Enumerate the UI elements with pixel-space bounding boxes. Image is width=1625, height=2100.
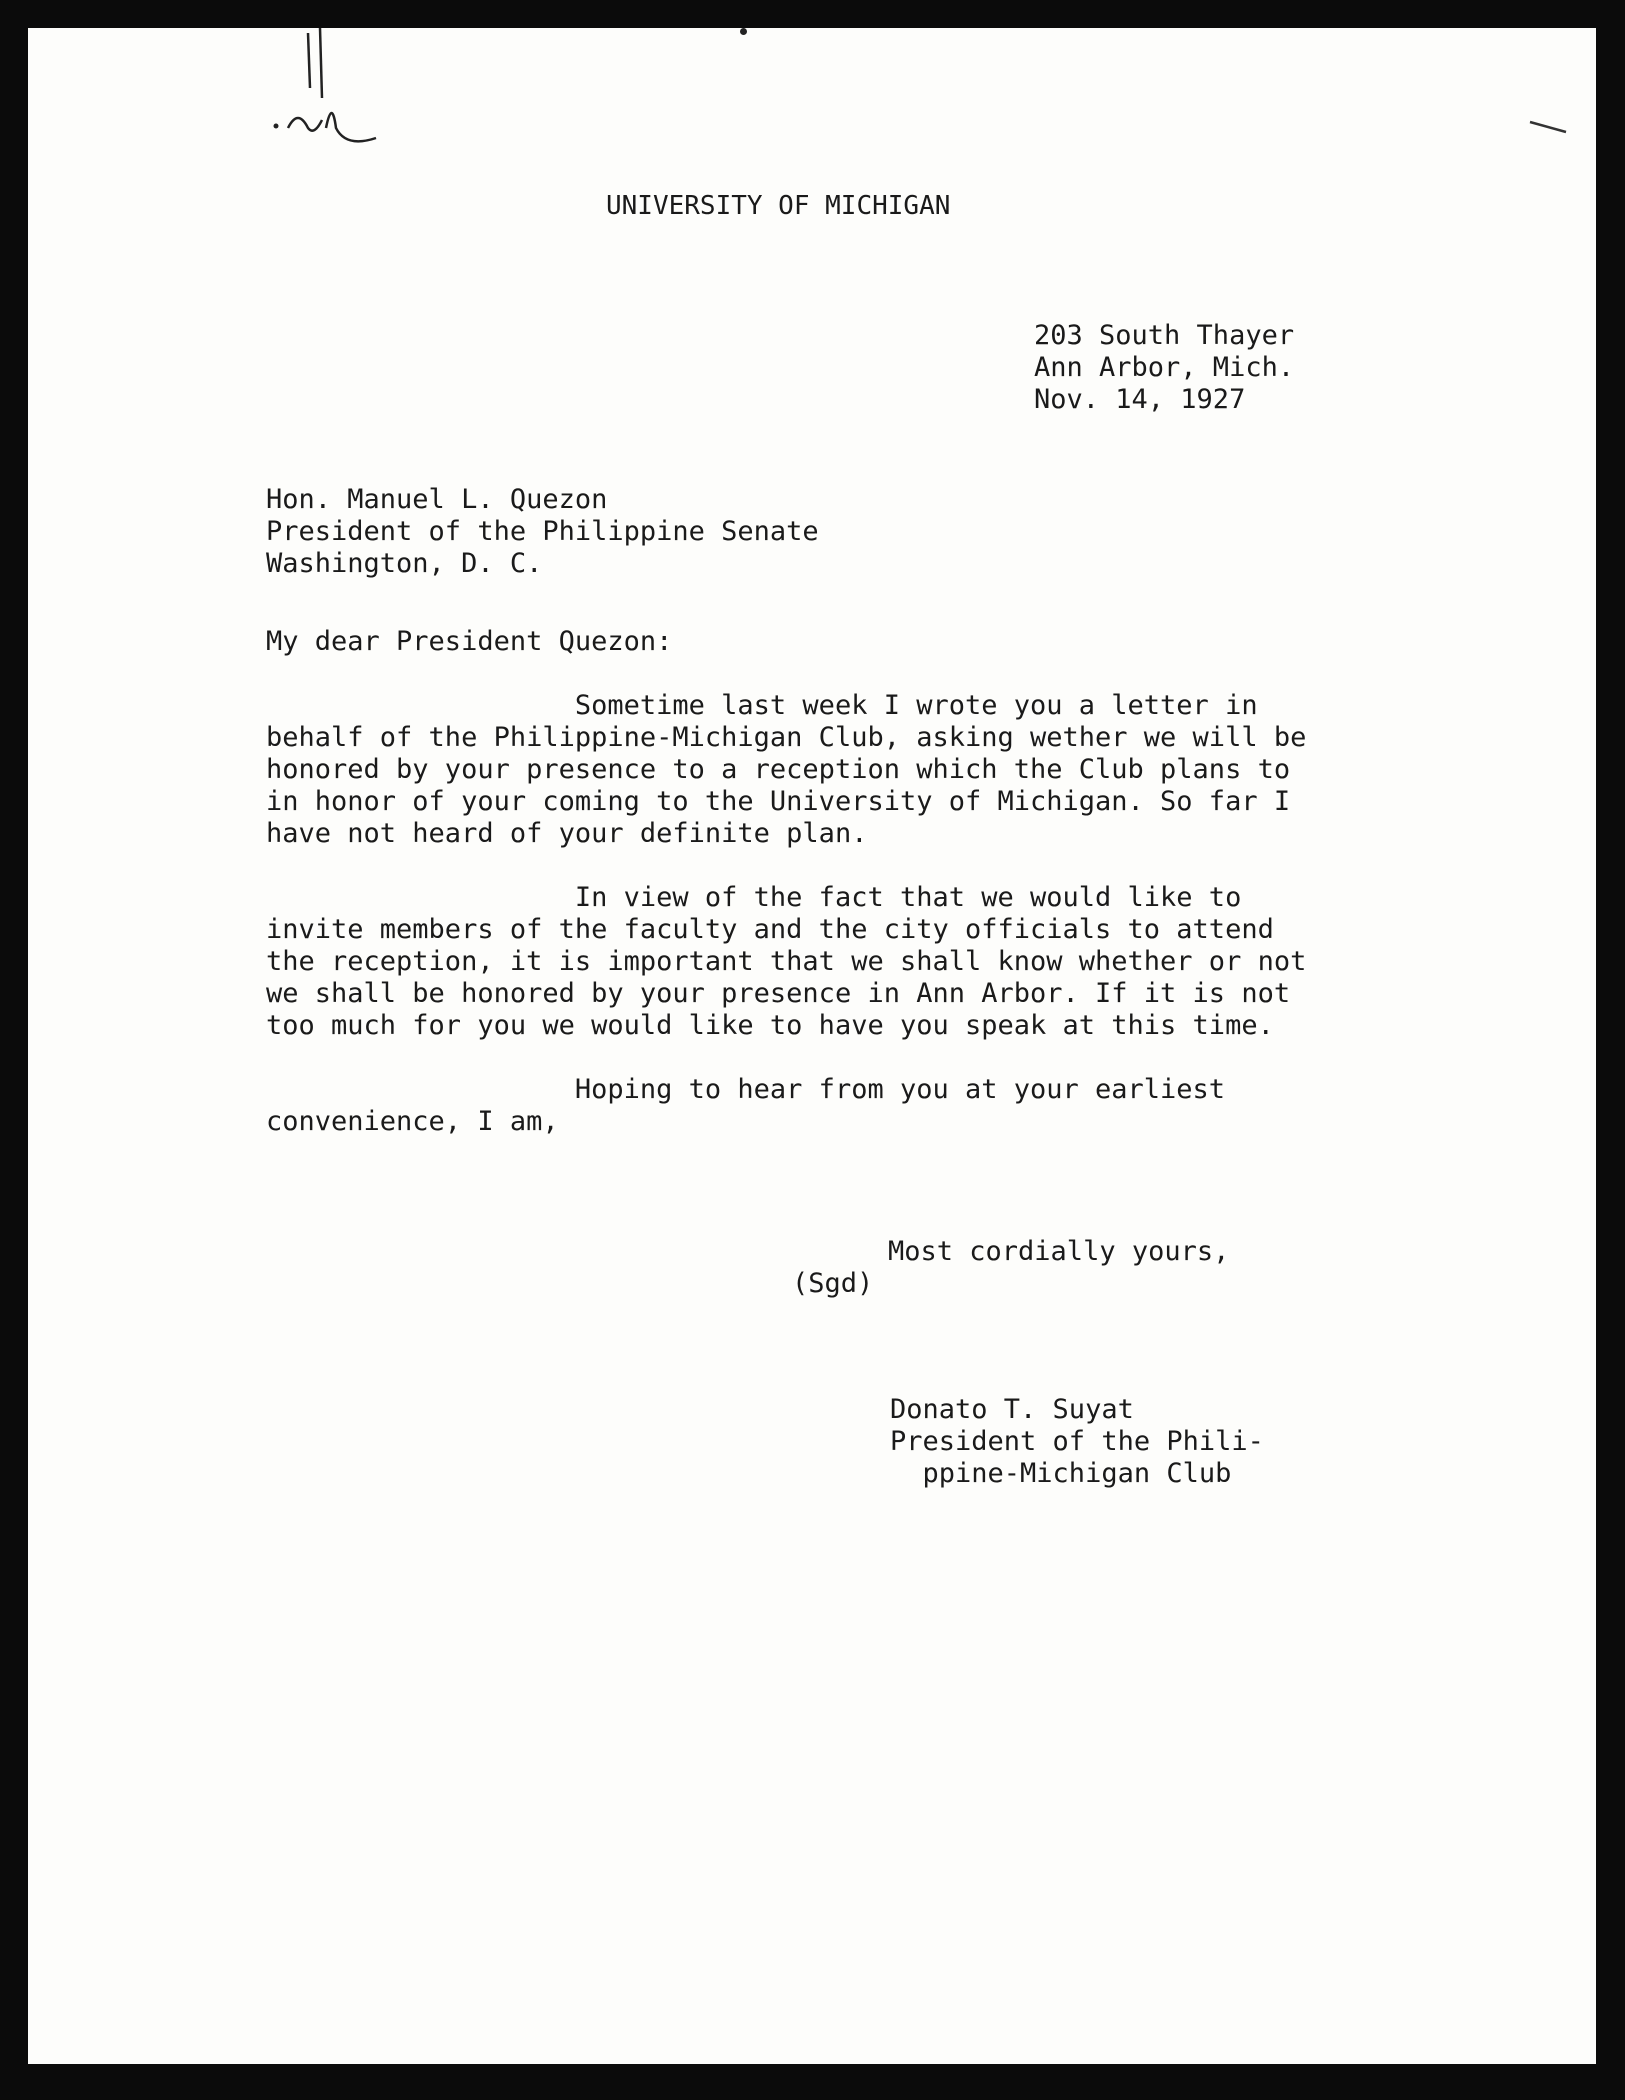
body-line: Sometime last week I wrote you a letter in	[266, 690, 1258, 721]
body-line: invite members of the faculty and the city officials to attend	[266, 914, 1274, 945]
signer-title: ppine-Michigan Club	[890, 1458, 1232, 1489]
body-line: the reception, it is important that we shall know whether or not	[266, 946, 1307, 977]
signed-mark: (Sgd)	[792, 1268, 874, 1299]
signer-name: Donato T. Suyat	[890, 1394, 1134, 1425]
body-line: Hoping to hear from you at your earliest	[266, 1074, 1226, 1105]
closing: Most cordially yours,	[888, 1236, 1230, 1267]
body-line: have not heard of your definite plan.	[266, 818, 868, 849]
body-paragraph-1	[266, 690, 1306, 850]
body-paragraph-3	[266, 1074, 1225, 1138]
body-paragraph-2	[266, 882, 1306, 1042]
body-line: too much for you we would like to have you speak at this time.	[266, 1010, 1274, 1041]
date-line: Nov. 14, 1927	[1034, 384, 1246, 415]
letter-page	[28, 28, 1596, 2064]
address-line: 203 South Thayer	[1034, 320, 1295, 351]
punch-dot-icon	[740, 28, 747, 35]
letterhead: UNIVERSITY OF MICHIGAN	[606, 191, 951, 221]
body-line: we shall be honored by your presence in Ann Arbor. If it is not	[266, 978, 1291, 1009]
body-line: convenience, I am,	[266, 1106, 559, 1137]
sender-address	[1034, 320, 1294, 416]
salutation: My dear President Quezon:	[266, 626, 673, 657]
signer-title: President of the Phili-	[890, 1426, 1264, 1457]
handwritten-mark-icon	[248, 28, 398, 158]
body-line: behalf of the Philippine-Michigan Club, asking wether we will be	[266, 722, 1307, 753]
signature-block	[890, 1394, 1264, 1490]
recipient-line: Hon. Manuel L. Quezon	[266, 484, 608, 515]
body-line: in honor of your coming to the University of Michigan. So far I	[266, 786, 1291, 817]
recipient-block	[266, 484, 819, 580]
address-line: Ann Arbor, Mich.	[1034, 352, 1295, 383]
body-line: In view of the fact that we would like to	[266, 882, 1242, 913]
body-line: honored by your presence to a reception which the Club plans to	[266, 754, 1291, 785]
recipient-line: Washington, D. C.	[266, 548, 543, 579]
dash-mark-icon	[1528, 118, 1568, 138]
recipient-line: President of the Philippine Senate	[266, 516, 819, 547]
